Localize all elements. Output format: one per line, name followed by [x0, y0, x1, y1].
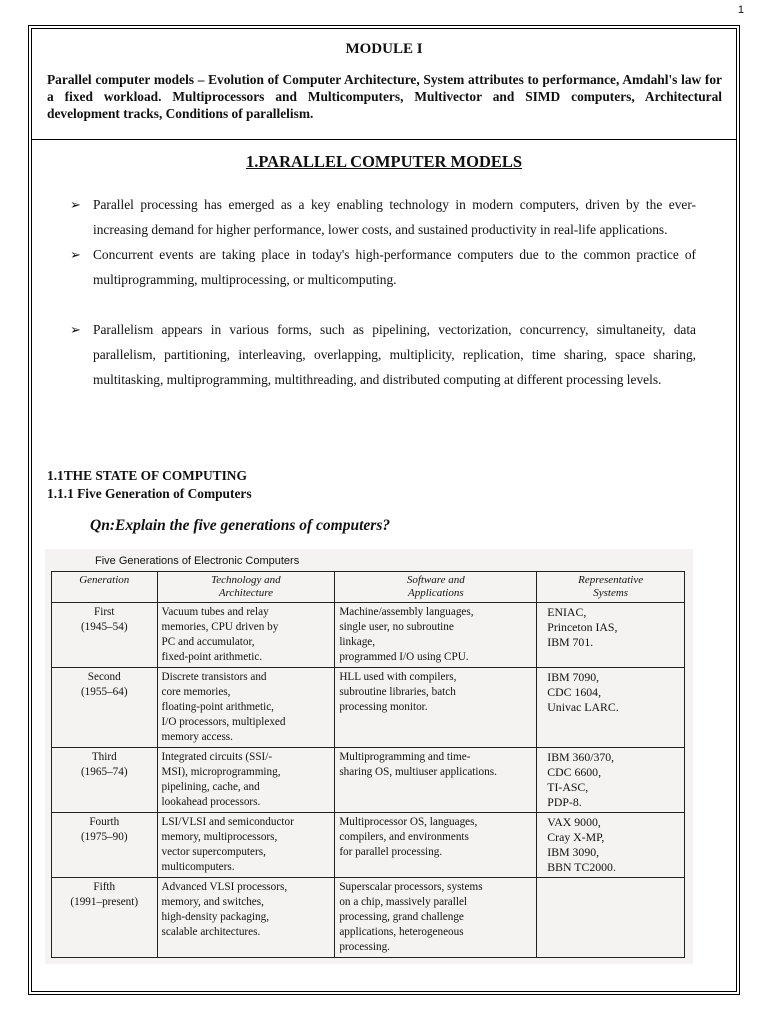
software-cell: Superscalar processors, systems on a chip, massively parallel processing, grand challenge applications, heterogeneous processing.	[335, 878, 537, 958]
bullet-item	[70, 192, 696, 242]
table-body	[52, 603, 685, 958]
table-caption: Five Generations of Electronic Computers	[95, 555, 300, 567]
generations-table	[51, 571, 685, 958]
software-cell: Multiprogramming and time- sharing OS, multiuser applications.	[335, 748, 537, 813]
arrow-bullet-icon: ➢	[70, 197, 81, 212]
generations-table-figure	[45, 549, 693, 964]
systems-cell: VAX 9000, Cray X-MP, IBM 3090, BBN TC2000.	[537, 813, 685, 878]
header-generation: Generation	[52, 572, 158, 603]
module-title: MODULE I	[345, 41, 423, 57]
table-header-row	[52, 572, 685, 603]
software-cell: Machine/assembly languages, single user, no subroutine linkage, programmed I/O using CPU.	[335, 603, 537, 668]
page-number: 1	[737, 4, 744, 16]
generation-cell: Fifth (1991–present)	[52, 878, 158, 958]
bullet-text: Parallel processing has emerged as a key enabling technology in modern computers, driven by the ever-increasing demand for higher performance, lower costs, and sustained productivity in real-life applications.	[93, 197, 696, 237]
header-software: Software and Applications	[335, 572, 537, 603]
page-frame	[31, 28, 737, 992]
generation-cell: Fourth (1975–90)	[52, 813, 158, 878]
header-technology: Technology and Architecture	[157, 572, 335, 603]
table-row	[52, 748, 685, 813]
header-systems: Representative Systems	[537, 572, 685, 603]
technology-cell: Vacuum tubes and relay memories, CPU driven by PC and accumulator, fixed-point arithmetic.	[157, 603, 335, 668]
table-row	[52, 878, 685, 958]
generation-cell: Third (1965–74)	[52, 748, 158, 813]
systems-cell: IBM 360/370, CDC 6600, TI-ASC, PDP-8.	[537, 748, 685, 813]
technology-cell: Discrete transistors and core memories, floating-point arithmetic, I/O processors, multiplexed memory access.	[157, 668, 335, 748]
bullet-item	[70, 242, 696, 292]
arrow-bullet-icon: ➢	[70, 322, 81, 337]
generation-cell: Second (1955–64)	[52, 668, 158, 748]
systems-cell	[537, 878, 685, 958]
heading-five-generations: 1.1.1 Five Generation of Computers	[47, 486, 252, 501]
bullet-list	[70, 192, 696, 392]
technology-cell: Integrated circuits (SSI/- MSI), microprogramming, pipelining, cache, and lookahead processors.	[157, 748, 335, 813]
question-text: Qn:Explain the five generations of computers?	[90, 517, 391, 534]
heading-state-of-computing: 1.1THE STATE OF COMPUTING	[47, 468, 247, 483]
technology-cell: Advanced VLSI processors, memory, and switches, high-density packaging, scalable architectures.	[157, 878, 335, 958]
bullet-item	[70, 317, 696, 392]
technology-cell: LSI/VLSI and semiconductor memory, multiprocessors, vector supercomputers, multicomputers.	[157, 813, 335, 878]
systems-cell: IBM 7090, CDC 1604, Univac LARC.	[537, 668, 685, 748]
bullet-text: Concurrent events are taking place in today's high-performance computers due to the common practice of multiprogramming, multiprocessing, or multicomputing.	[93, 247, 696, 287]
systems-cell: ENIAC, Princeton IAS, IBM 701.	[537, 603, 685, 668]
syllabus-summary: Parallel computer models – Evolution of Computer Architecture, System attributes to performance, Amdahl's law for a fixed workload. Multiprocessors and Multicomputers, Multivector and SIMD computers, Architectural development tracks, Conditions of parallelism.	[47, 72, 722, 121]
bullet-text: Parallelism appears in various forms, such as pipelining, vectorization, concurrency, simultaneity, data parallelism, partitioning, interleaving, overlapping, multiplicity, replication, time sharing, space sharing, multitasking, multiprogramming, multithreading, and distributed computing at different processing levels.	[93, 322, 696, 387]
software-cell: HLL used with compilers, subroutine libraries, batch processing monitor.	[335, 668, 537, 748]
arrow-bullet-icon: ➢	[70, 247, 81, 262]
section-title: 1.PARALLEL COMPUTER MODELS	[245, 152, 523, 171]
software-cell: Multiprocessor OS, languages, compilers, and environments for parallel processing.	[335, 813, 537, 878]
module-header	[32, 29, 736, 140]
table-row	[52, 603, 685, 668]
table-row	[52, 813, 685, 878]
table-row	[52, 668, 685, 748]
generation-cell: First (1945–54)	[52, 603, 158, 668]
